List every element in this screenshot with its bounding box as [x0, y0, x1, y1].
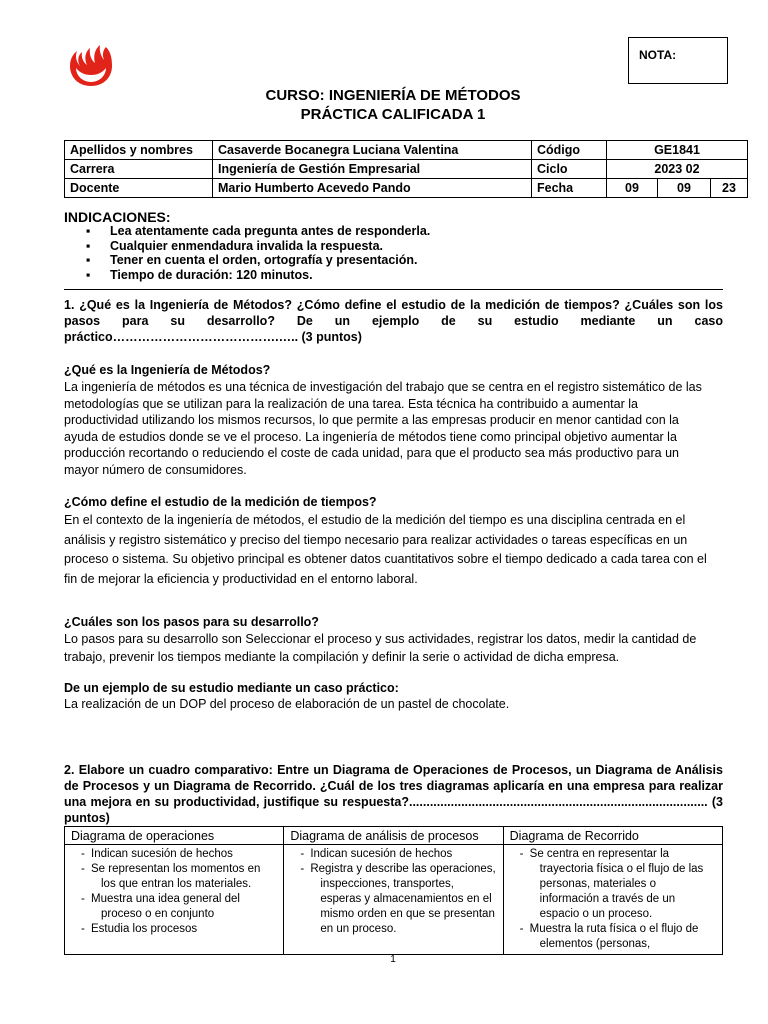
- list-item: - Muestra la ruta física o el flujo de elementos (personas,: [519, 923, 699, 950]
- teacher-value: Mario Humberto Acevedo Pando: [213, 179, 532, 198]
- list-item: - Se representan los momentos en los que entran los materiales.: [81, 863, 261, 890]
- indications-list: [86, 224, 430, 282]
- page-number: 1: [390, 954, 396, 965]
- university-logo-icon: [68, 42, 114, 88]
- list-item: - Se centra en representar la trayectoria física o el flujo de las personas, materiales o información a través de un espacio o un proceso.: [519, 848, 704, 920]
- indication-item: ▪ Tener en cuenta el orden, ortografía y presentación.: [86, 253, 430, 268]
- question-2: 2. Elabore un cuadro comparativo: Entre un Diagrama de Operaciones de Procesos, un Diagrama de Análisis de Procesos y un Diagrama de Recorrido. ¿Cuál de los tres diagramas aplicaría en una empresa para realizar una mejora en su productividad, justifique su respuesta?...................................................................................... (3 puntos): [64, 763, 723, 825]
- cycle-value: 2023 02: [607, 160, 748, 179]
- list-item: - Estudia los procesos: [81, 923, 198, 935]
- list-item: - Registra y describe las operaciones, inspecciones, transportes, esperas y almacenamientos en el mismo orden en que se presentan en un proceso.: [300, 863, 496, 935]
- divider-line: [64, 289, 723, 290]
- code-value: GE1841: [607, 141, 748, 160]
- indications-title: INDICACIONES:: [64, 209, 171, 225]
- grade-box: [628, 37, 728, 84]
- q1-heading-steps: ¿Cuáles son los pasos para su desarrollo?: [64, 615, 319, 629]
- q1-paragraph-steps: Lo pasos para su desarrollo son Seleccionar el proceso y sus actividades, registrar los datos, medir la cantidad de trabajo, prevenir los tiempos mediante la compilación y definir la serie o actividad de dicha empresa.: [64, 632, 697, 664]
- table-cell-operations: [65, 845, 284, 955]
- q1-heading-what: ¿Qué es la Ingeniería de Métodos?: [64, 363, 271, 377]
- q1-heading-measure: ¿Cómo define el estudio de la medición de tiempos?: [64, 495, 377, 509]
- date-month: 09: [658, 179, 711, 198]
- code-label: Código: [532, 141, 607, 160]
- q1-paragraph-what: La ingeniería de métodos es una técnica de investigación del trabajo que se centra en el registro sistemático de las metodologías que se utilizan para la realización de una tarea. Esta técnica ha contribuido a aumentar la productividad utilizando los mismos recursos, lo que permite a las empresas producir en menor cantidad con la ayuda de estudios donde se ve el proceso. La ingeniería de métodos tiene como principal objetivo aumentar la producción recortando o reduciendo el coste de cada unidad, para que el producto sea más productivo para un mayor número de consumidores.: [64, 380, 702, 477]
- names-label: Apellidos y nombres: [65, 141, 213, 160]
- table-header: Diagrama de operaciones: [65, 827, 284, 845]
- list-item: - Indican sucesión de hechos: [300, 848, 453, 860]
- practice-title: PRÁCTICA CALIFICADA 1: [300, 106, 486, 123]
- list-item: - Muestra una idea general del proceso o en conjunto: [81, 893, 240, 920]
- list-item: - Indican sucesión de hechos: [81, 848, 233, 860]
- career-value: Ingeniería de Gestión Empresarial: [213, 160, 532, 179]
- date-label: Fecha: [532, 179, 607, 198]
- grade-label: NOTA:: [639, 48, 677, 62]
- table-header: Diagrama de Recorrido: [503, 827, 722, 845]
- table-header: Diagrama de análisis de procesos: [284, 827, 503, 845]
- comparison-table: [64, 826, 723, 955]
- q1-paragraph-measure: En el contexto de la ingeniería de métodos, el estudio de la medición del tiempo es una disciplina centrada en el análisis y registro sistemático y preciso del tiempo necesario para realizar actividades o tareas específicas en un proceso o sistema. Su objetivo principal es obtener datos cuantitativos sobre el tiempo dedicado a cada tarea con el fin de mejorar la eficiencia y productividad en el entorno laboral.: [64, 513, 707, 586]
- indication-item: ▪ Tiempo de duración: 120 minutos.: [86, 268, 430, 283]
- names-value: Casaverde Bocanegra Luciana Valentina: [213, 141, 532, 160]
- question-1: 1. ¿Qué es la Ingeniería de Métodos? ¿Cómo define el estudio de la medición de tiempos? ¿Cuáles son los pasos para su desarrollo? De un ejemplo de su estudio mediante un caso práctico………………………………….….. (3 puntos): [64, 298, 723, 344]
- q1-heading-example: De un ejemplo de su estudio mediante un caso práctico:: [64, 681, 399, 695]
- indication-item: ▪ Lea atentamente cada pregunta antes de responderla.: [86, 224, 430, 239]
- table-cell-analysis: [284, 845, 503, 955]
- career-label: Carrera: [65, 160, 213, 179]
- indication-item: ▪ Cualquier enmendadura invalida la respuesta.: [86, 239, 430, 254]
- date-day: 09: [607, 179, 658, 198]
- cycle-label: Ciclo: [532, 160, 607, 179]
- course-title: CURSO: INGENIERÍA DE MÉTODOS: [265, 87, 521, 104]
- student-info-table: [64, 140, 748, 198]
- teacher-label: Docente: [65, 179, 213, 198]
- table-cell-route: [503, 845, 722, 955]
- date-year: 23: [711, 179, 748, 198]
- q1-paragraph-example: La realización de un DOP del proceso de elaboración de un pastel de chocolate.: [64, 697, 510, 711]
